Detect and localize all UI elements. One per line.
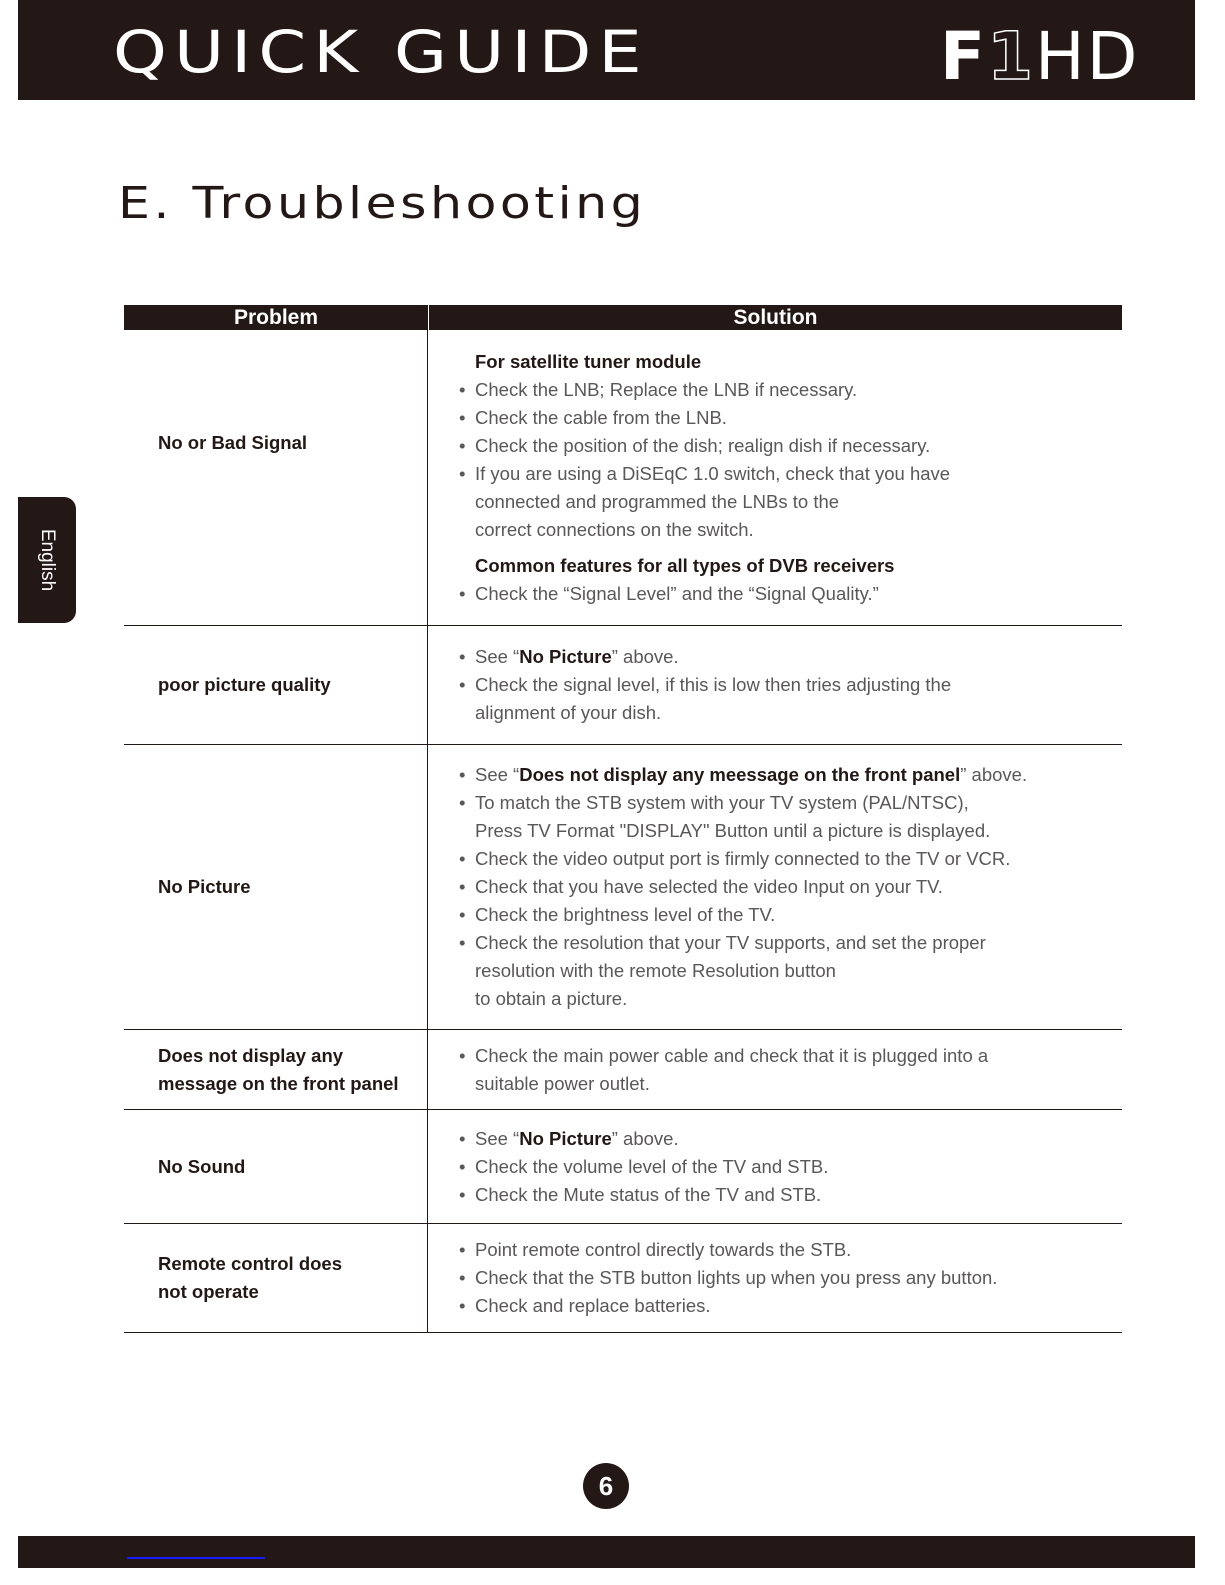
solution-cell [428, 1224, 1122, 1332]
solution-text: correct connections on the switch. [475, 518, 754, 540]
solution-text: Check the signal level, if this is low then tries adjusting the [475, 674, 952, 695]
solution-text: Point remote control directly towards the STB. [475, 1239, 852, 1260]
table-row [124, 1030, 1122, 1110]
solution-text: Check the Mute status of the TV and STB. [475, 1183, 822, 1205]
solution-bullet [459, 761, 1122, 789]
solution-cell [428, 626, 1122, 744]
troubleshooting-table [124, 305, 1122, 1333]
solution-text: Check the brightness level of the TV. [475, 904, 776, 925]
table-header [124, 305, 1122, 330]
solution-bullet [459, 873, 1122, 901]
solution-cell [428, 1030, 1122, 1109]
solution-text: Check the volume level of the TV and STB. [475, 1155, 829, 1177]
table-row [124, 626, 1122, 745]
solution-text: Check the position of the dish; realign dish if necessary. [475, 434, 931, 456]
page-number: 6 [583, 1463, 629, 1509]
solution-bullet [459, 643, 1122, 671]
solution-cell [428, 330, 1122, 625]
logo-1: 1 [987, 18, 1036, 95]
solution-text: If you are using a DiSEqC 1.0 switch, check that you have [475, 462, 951, 484]
solution-text: Check that you have selected the video Input on your TV. [475, 876, 943, 897]
solution-text: See “ [475, 764, 520, 785]
problem-line: not operate [158, 1281, 259, 1302]
problem-cell [124, 626, 428, 744]
solution-heading [459, 348, 1122, 376]
solution-text: Check the main power cable and check that it is plugged into a [475, 1044, 989, 1066]
problem-text [158, 1250, 342, 1306]
solution-bullet [459, 460, 1122, 488]
problem-line: Remote control does [158, 1253, 342, 1274]
solution-text: ” above. [960, 764, 1028, 785]
table-row [124, 330, 1122, 626]
solution-text: connected and programmed the LNBs to the [475, 490, 840, 512]
solution-bullet [459, 929, 1122, 957]
solution-text: ” above. [611, 646, 679, 667]
problem-cell [124, 745, 428, 1029]
problem-cell [124, 1110, 428, 1223]
problem-cell [124, 330, 428, 625]
solution-text: Check and replace batteries. [475, 1295, 711, 1316]
solution-bullet [459, 580, 1122, 608]
solution-cont [459, 516, 1122, 544]
solution-bullet [459, 1236, 1122, 1264]
section-title: E. Troubleshooting [118, 178, 647, 229]
solution-text: Common features for all types of DVB receivers [475, 554, 895, 576]
header-problem: Problem [124, 305, 429, 330]
solution-text: Check the “Signal Level” and the “Signal Quality.” [475, 582, 879, 604]
footer-link-line [127, 1557, 265, 1559]
header-solution: Solution [733, 305, 818, 329]
language-tab [18, 497, 76, 623]
solution-text: For satellite tuner module [475, 350, 702, 372]
solution-text: Check that the STB button lights up when you press any button. [475, 1267, 998, 1288]
problem-line: No Sound [158, 1155, 246, 1177]
solution-reference: No Picture [519, 646, 612, 667]
solution-bullet [459, 789, 1122, 817]
table-row [124, 1224, 1122, 1333]
brand-logo [940, 18, 1139, 95]
problem-text [158, 1042, 399, 1098]
solution-text: ” above. [611, 1127, 679, 1149]
problem-text [158, 873, 251, 901]
solution-cont [459, 957, 1122, 985]
solution-cont [459, 488, 1122, 516]
solution-bullet [459, 404, 1122, 432]
solution-text: Check the cable from the LNB. [475, 406, 727, 428]
problem-line: No Picture [158, 876, 251, 897]
solution-cont [459, 817, 1122, 845]
table-body [124, 330, 1122, 1333]
table-row [124, 1110, 1122, 1224]
header-bar [18, 0, 1195, 100]
solution-text: To match the STB system with your TV system (PAL/NTSC), [475, 792, 969, 813]
solution-text: Check the resolution that your TV supports, and set the proper [475, 932, 986, 953]
solution-cont [459, 699, 1122, 727]
table-row [124, 745, 1122, 1030]
solution-bullet [459, 1264, 1122, 1292]
solution-text: to obtain a picture. [475, 988, 628, 1009]
language-label: English [37, 528, 58, 592]
problem-text [158, 429, 307, 457]
solution-bullet [459, 1292, 1122, 1320]
solution-bullet [459, 845, 1122, 873]
solution-text: resolution with the remote Resolution button [475, 960, 836, 981]
solution-heading [459, 552, 1122, 580]
solution-text: alignment of your dish. [475, 702, 662, 723]
solution-cell [428, 1110, 1122, 1223]
problem-line: poor picture quality [158, 674, 331, 695]
solution-bullet [459, 432, 1122, 460]
problem-cell [124, 1224, 428, 1332]
problem-text [158, 671, 331, 699]
problem-text [158, 1153, 245, 1181]
solution-cont [459, 985, 1122, 1013]
problem-line: message on the front panel [158, 1072, 399, 1094]
solution-reference: No Picture [519, 1127, 612, 1149]
solution-text: Press TV Format "DISPLAY" Button until a picture is displayed. [475, 820, 991, 841]
solution-bullet [459, 901, 1122, 929]
problem-cell [124, 1030, 428, 1109]
solution-bullet [459, 1181, 1122, 1209]
solution-bullet [459, 376, 1122, 404]
problem-line: No or Bad Signal [158, 431, 308, 453]
solution-cell [428, 745, 1122, 1029]
logo-f: F [940, 18, 988, 95]
solution-text: Check the video output port is firmly connected to the TV or VCR. [475, 848, 1011, 869]
logo-hd: HD [1035, 18, 1140, 95]
solution-text: See “ [475, 1127, 520, 1149]
solution-text: Check the LNB; Replace the LNB if necessary. [475, 378, 858, 400]
footer-bar [18, 1536, 1195, 1568]
problem-line: Does not display any [158, 1044, 344, 1066]
solution-cont [459, 1070, 1122, 1098]
solution-bullet [459, 671, 1122, 699]
header-title: QUICK GUIDE [113, 18, 649, 86]
solution-text: See “ [475, 646, 520, 667]
solution-bullet [459, 1153, 1122, 1181]
solution-bullet [459, 1125, 1122, 1153]
solution-bullet [459, 1042, 1122, 1070]
solution-reference: Does not display any meessage on the front panel [519, 764, 961, 785]
solution-text: suitable power outlet. [475, 1072, 650, 1094]
